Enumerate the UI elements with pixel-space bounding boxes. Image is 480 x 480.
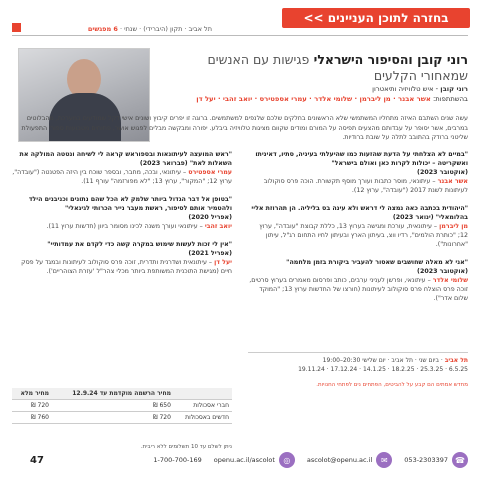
session-quote: "אני לא מאלה שחושבים שאסור להעביר ביקורת בזמן מלחמה" [286, 259, 468, 266]
session-desc: – עיתונאי, ובכה, מחבר, ובספר שוכח בין היזה הפטנטה ("עובדה", ערוץ 12; "המקור", ערוץ 13; "לא מפורזמה" עורף 11). [12, 169, 232, 185]
session-desc: – עיתונאי ועורך משנה לכינו מסומר ביוון (חדשות ערוץ 11). [46, 223, 203, 230]
session-date: (אפריל 2021) [188, 250, 232, 257]
hosts-block [168, 84, 468, 104]
session-desc: – עיתונאית, עורכת ומגישה בערוץ 13, כללת קבוצת "עובדה", ערוץ 12; "כותרת הולמים", רדיו ווצ, בעיתון הארץ ובעיתון לחיו התחום רג"ל, עיתון "אחרונות"). [259, 223, 468, 248]
sessions-column-left [12, 150, 232, 285]
host-name: רוני קובן [440, 85, 468, 93]
session-quote: "במיים לא הצלחתי על הדעת שהזעות כמו שהיעלתי בעיניה, סתיו, דאיניתו ואשקריטה – יכולות לקרות כאן ואולם בישראל" [255, 151, 468, 167]
guests-list: אשר אבנר · מן ליברמן · שלומי אלדר · עמרי אספטירס · יואב זהבי · יעל דן [196, 95, 431, 103]
back-to-toc-label: בחזרה לתוכן העניינים >> [303, 11, 449, 25]
schedule-time: 20:30–19:00 [322, 357, 361, 364]
section-marker [12, 23, 21, 32]
session-speaker: מן ליברמן [439, 223, 468, 230]
payment-note: ניתן לשלם עד 10 תשלומים ללא ריבית. [140, 444, 232, 450]
globe-icon: ◎ [279, 452, 295, 468]
sessions-column-right [248, 150, 468, 312]
website-link[interactable]: ◎ openu.ac.il/ascolot [214, 452, 295, 468]
table-row: חדשים באסכולות 720 ₪ 760 ₪ [12, 412, 232, 424]
session-date: (אוקטובר 2023) [417, 268, 468, 275]
session-speaker: שלומי אלדר [432, 277, 468, 284]
breadcrumb: תל אביב · תקון (היברידי) · שנתי · 6 מפגשים [87, 25, 212, 33]
email-icon: ✉ [376, 452, 392, 468]
session-quote: "היהודית בכתבה כאה נמצה לי דראש ולא עינה בס בליליה. הן תהרוזת אליי בהלומאלי" (ינואר 2023) [251, 205, 468, 221]
whatsapp-icon: ☎ [452, 452, 468, 468]
course-title: רוני קובן והסיפור הישראלי פגישות עם האנשים שמאחורי הקלעים [207, 52, 468, 83]
divider [12, 35, 468, 36]
back-to-toc-button[interactable] [282, 8, 470, 28]
schedule-days: ביום שני · תל אביב · יום שלישי [362, 357, 439, 364]
session-item [248, 150, 468, 195]
session-speaker: יואב זהבי [204, 223, 232, 230]
session-item [248, 204, 468, 249]
table-header-row: מחיר הרשמה מוקדמת עד 12.9.24 מחיר מלא [12, 388, 232, 400]
session-date: (אפריל 2020) [188, 214, 232, 221]
price-table [12, 388, 232, 424]
session-date: (אוקטובר 2023) [417, 169, 468, 176]
session-quote: "בטופן אל דבר הגדול ביותר שלמק לא הכל שהם נתונים וכניבנים הילד ולהטמיר אותם לסיפור, ראשת מעבר נייר הכרותי לגיגאלי" [28, 196, 232, 212]
intro-paragraph: עשה שנים השתבם האיזה מתחליו המשתמשי שלא הראשונים בחלקים שלכם שלנפים למשתמשים. ברוגה זו יפרים קיבוץ ושונים אישי דקל שמודעים במערכת, מהבלוטים במרבים, אשר יסופר על עבדותם מהצעים תפיסה על המורם ומודים שקוום מציגות טלוויזיה ביבלע. יפורה ומבקשה מבלים לפגוש אושר, פתוחים מטבועות ספורי התפעולת שליטני ברודק בהתובב לתלה על שובת ברודיות. [21, 115, 468, 141]
session-desc: – עיתונאי, מוסר כתבות ועורך מוסף תקשורת. הוכה פרס סוקולוב לעיתונות לשנת 2017 ("עובדה", ערוץ 12). [263, 178, 468, 194]
session-speaker: אשר אבנר [437, 178, 468, 185]
schedule-dates: 6.5.25 · 25.3.25 · 18.2.25 · 14.1.25 · 17.12.24 · 19.11.24 [298, 366, 468, 373]
session-item [248, 258, 468, 303]
page-number: 47 [30, 455, 44, 466]
table-row: חברי אסכולות 650 ₪ 720 ₪ [12, 400, 232, 412]
schedule-location: תל אביב [444, 357, 468, 364]
schedule-box: תל אביב · ביום שני · תל אביב · יום שלישי 20:30–19:00 6.5.25 · 25.3.25 · 18.2.25 · 14.1.25 · 17.12.24 · 19.11.24 [248, 352, 468, 374]
session-speaker: עמרי אספטירס [188, 169, 232, 176]
fax-contact[interactable]: 1-700-700-169 [153, 456, 202, 464]
session-item [12, 150, 232, 186]
session-speaker: יעל דן [214, 259, 232, 266]
contact-footer [12, 448, 468, 472]
session-quote: "אין לי זכות לעשות שימוש במקרה קשה כדי לקדם את עמדותיי" [47, 241, 232, 248]
host-desc: - איש טלוויזיה ותיאטרון [372, 85, 439, 93]
phone-contact[interactable]: ☎ 053-2303397 [404, 452, 468, 468]
session-desc: – עיתונאי, ופרשן לעניני ערבים, כותב ופרסום מאמרים בערוץ סרטים, זוכה פרס הוצלח פרס סוקולוב לעיתונות (חורצו של החדשות ערוץ 13; "המוקד שלום אדר"). [249, 277, 468, 302]
session-quote: "ראש המועצה לעיתונאות ובספוראש קראה לי לשיחה ונטטה המולקה את השאלות לאת" (פברואר 2023) [19, 151, 232, 167]
registration-note: מחדש אמתים הם קבע על להביטים, הפתחים נים לפתחי החנויות. [316, 382, 468, 388]
email-contact[interactable]: ✉ ascolot@openu.ac.il [307, 452, 392, 468]
session-desc: – עיתונאית ושדרנית ותדרית, זוכה פרס סוקולוב לעיתונות ובמגד על פסק חיים (מגישת התוכנית המשותפת ביותר מכלי צהר"ל 'עזרת הצוהריים'). [21, 259, 232, 275]
session-item [12, 195, 232, 231]
session-item [12, 240, 232, 276]
guests-intro: בהשתתפות: [433, 95, 468, 103]
